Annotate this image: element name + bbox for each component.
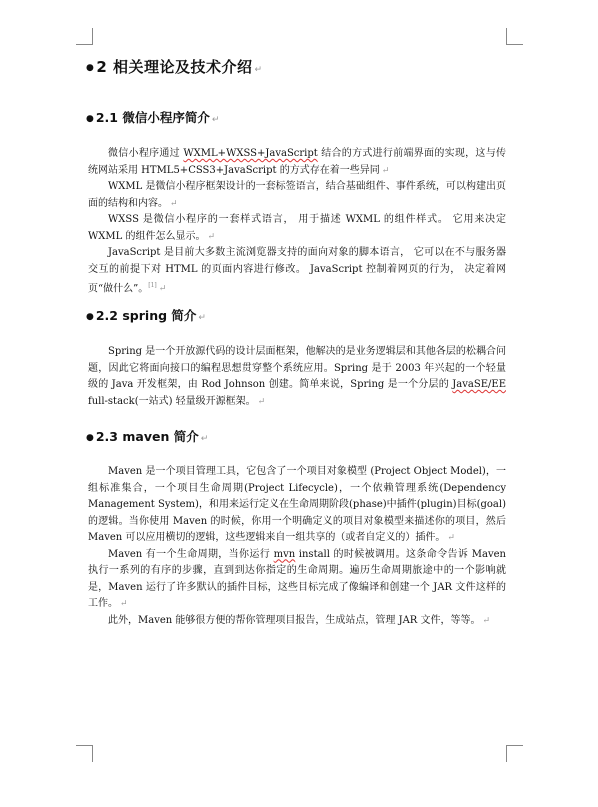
crop-mark-bottom-left: [76, 745, 93, 762]
spellcheck-underlined-text: mvn: [273, 548, 296, 560]
paragraph-mark-icon: ↵: [200, 434, 209, 444]
citation-ref[interactable]: [1]: [148, 282, 157, 289]
paragraph: 此外，Maven 能够很方便的帮你管理项目报告，生成站点，管理 JAR 文件，等等。 ↵: [108, 614, 491, 626]
crop-mark-top-right: [506, 28, 523, 45]
paragraph: WXSS 是微信小程序的一套样式语言， 用于描述 WXML 的组件样式。 它用来决定 WXML 的组件怎么显示。 ↵: [88, 214, 506, 242]
section-2-2-body[interactable]: [88, 344, 506, 410]
paragraph: Maven 是一个项目管理工具，它包含了一个项目对象模型 (Project Object Model)，一组标准集合，一个项目生命周期(Project Lifecycle)，一个依赖管理系统(Dependency Management System)，和用来运行定义在生命周期阶段(phase)中插件(plugin)目标(goal)的逻辑。当你使用 Maven 的时候，你用一个明确定义的项目对象模型来描述你的项目，然后 Maven 可以应用横切的逻辑，这些逻辑来自一组共享的（或者自定义的）插件。 ↵: [88, 466, 506, 543]
spellcheck-underlined-text: WXML+WXSS+JavaScript: [183, 148, 318, 159]
section-heading-2-3[interactable]: [86, 427, 208, 445]
heading-bullet-icon: ●: [86, 113, 94, 124]
paragraph-mark-icon: ↵: [211, 115, 220, 125]
crop-mark-top-left: [76, 28, 93, 45]
chapter-heading-text: 2 相关理论及技术介绍: [96, 58, 253, 76]
section-heading-text: 2.1 微信小程序简介: [95, 110, 210, 125]
chapter-heading[interactable]: [86, 56, 263, 77]
section-heading-text: 2.2 spring 简介: [95, 308, 197, 323]
section-heading-text: 2.3 maven 简介: [95, 429, 199, 444]
paragraph: Spring 是一个开放源代码的设计层面框架，他解决的是业务逻辑层和其他各层的松耦合问题，因此它将面向接口的编程思想贯穿整个系统应用。Spring 是于 2003 年兴起的一个轻量级的 Java 开发框架，由 Rod Johnson 创建。简单来说，Spring 是一个分层的 JavaSE/EE full-stack(一站式) 轻量级开源框架。 ↵: [88, 346, 506, 407]
section-heading-2-1[interactable]: [86, 108, 219, 126]
paragraph-mark-icon: ↵: [198, 313, 206, 323]
paragraph: JavaScript 是目前大多数主流浏览器支持的面向对象的脚本语言， 它可以在不与服务器交互的前提下对 HTML 的页面内容进行修改。 JavaScript 控制着网页的行为， 决定着网页“做什么”。[1] ↵: [88, 247, 506, 295]
heading-bullet-icon: ●: [86, 62, 95, 73]
section-heading-2-2[interactable]: [86, 306, 206, 324]
heading-bullet-icon: ●: [86, 311, 94, 322]
section-2-1-body[interactable]: [88, 146, 506, 298]
crop-mark-bottom-right: [506, 745, 523, 762]
spellcheck-underlined-text: JavaSE/EE: [452, 379, 506, 390]
paragraph-mark-icon: ↵: [254, 65, 263, 75]
paragraph: WXML 是微信小程序框架设计的一套标签语言，结合基础组件、事件系统，可以构建出页面的结构和内容。 ↵: [88, 181, 506, 209]
heading-bullet-icon: ●: [86, 432, 94, 443]
paragraph: 微信小程序通过 WXML+WXSS+JavaScript 结合的方式进行前端界面的实现，这与传统网站采用 HTML5+CSS3+JavaScript 的方式存在着一些异同 ↵: [88, 148, 506, 176]
section-2-3-body[interactable]: [88, 464, 506, 629]
paragraph: Maven 有一个生命周期，当你运行 mvn install 的时候被调用。这条命令告诉 Maven 执行一系列的有序的步骤，直到到达你指定的生命周期。遍历生命周期旅途中的一个影响就是，Maven 运行了许多默认的插件目标，这些目标完成了像编译和创建一个 JAR 文件这样的工作。 ↵: [88, 548, 506, 609]
